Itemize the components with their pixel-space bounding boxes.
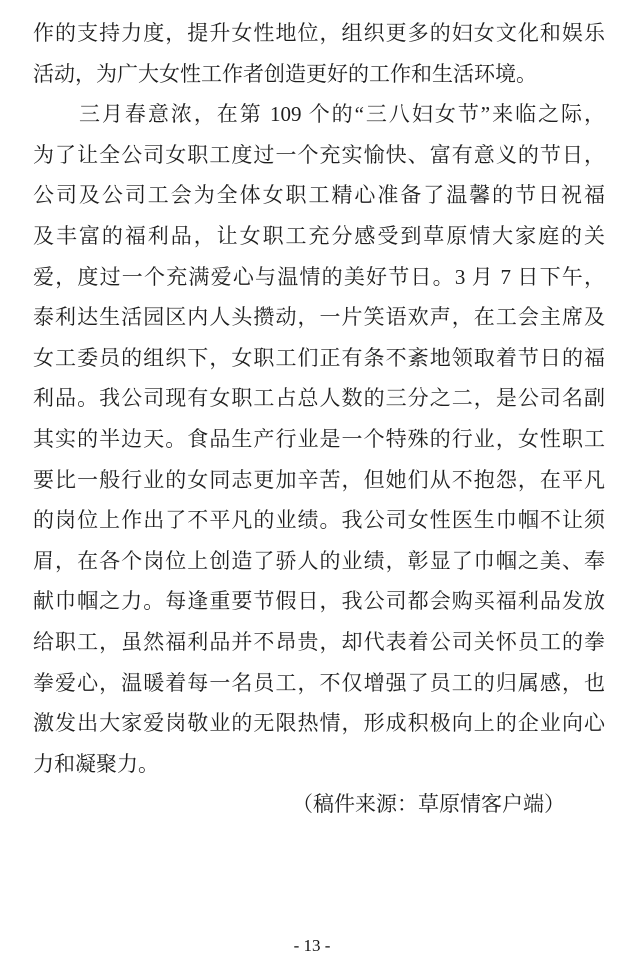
text-line: 力和凝聚力。 [33, 751, 159, 776]
text-line: 的岗位上作出了不平凡的业绩。我公司女性医生巾帼不让须 [33, 508, 605, 533]
text-line: 激发出大家爱岗敬业的无限热情，形成积极向上的企业向心 [33, 711, 605, 736]
document-content [33, 13, 605, 825]
text-line: 眉，在各个岗位上创造了骄人的业绩，彰显了巾帼之美、奉 [33, 548, 605, 573]
attribution-line: （稿件来源：草原情客户端） [292, 792, 565, 817]
text-line: 献巾帼之力。每逢重要节假日，我公司都会购买福利品发放 [33, 589, 605, 614]
page-number: - 13 - [293, 936, 331, 955]
text-line: 公司及公司工会为全体女职工精心准备了温馨的节日祝福 [33, 183, 605, 208]
text-line: 作的支持力度，提升女性地位，组织更多的妇女文化和娱乐 [33, 21, 605, 45]
text-line: 女工委员的组织下，女职工们正有条不紊地领取着节日的福 [33, 345, 605, 370]
text-line: 为了让全公司女职工度过一个充实愉快、富有意义的节日， [33, 142, 605, 167]
text-line: 要比一般行业的女同志更加辛苦，但她们从不抱怨，在平凡 [33, 467, 605, 492]
document-body [33, 13, 605, 784]
text-line: 三月春意浓，在第 109 个的“三八妇女节”来临之际， [33, 102, 605, 127]
text-line: 拳爱心，温暖着每一名员工，不仅增强了员工的归属感，也 [33, 670, 605, 695]
text-line: 及丰富的福利品，让女职工充分感受到草原情大家庭的关 [33, 223, 605, 248]
text-line: 其实的半边天。食品生产行业是一个特殊的行业，女性职工 [33, 426, 605, 451]
text-line: 给职工，虽然福利品并不昂贵，却代表着公司关怀员工的拳 [33, 629, 605, 654]
text-line: 爱，度过一个充满爱心与温情的美好节日。3 月 7 日下午， [33, 264, 605, 289]
text-line: 泰利达生活园区内人头攒动，一片笑语欢声，在工会主席及 [33, 305, 605, 330]
text-line: 利品。我公司现有女职工占总人数的三分之二，是公司名副 [33, 386, 605, 411]
text-line: 活动，为广大女性工作者创造更好的工作和生活环境。 [33, 61, 537, 86]
